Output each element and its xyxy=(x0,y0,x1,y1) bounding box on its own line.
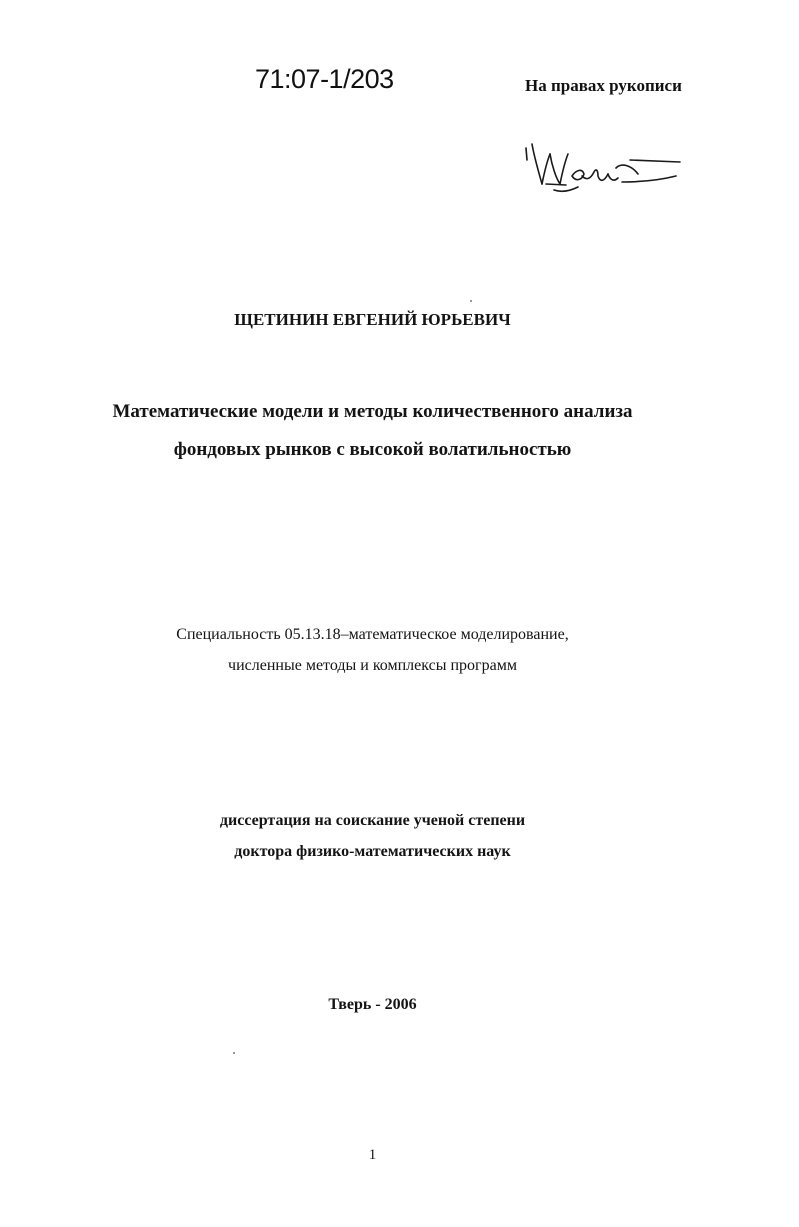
rights-note: На правах рукописи xyxy=(525,76,682,95)
dissertation-title-line-1: Математические модели и методы количественного анализа xyxy=(112,401,633,422)
scan-speck xyxy=(470,300,472,302)
specialty-line-1: Специальность 05.13.18–математическое моделирование, xyxy=(176,626,569,643)
degree-line-2: доктора физико-математических наук xyxy=(234,843,511,860)
scan-speck xyxy=(233,1052,235,1054)
specialty-line-2: численные методы и комплексы программ xyxy=(228,657,517,674)
city-year: Тверь - 2006 xyxy=(328,996,417,1013)
catalog-code: 71:07-1/203 xyxy=(255,64,394,94)
author-name: ЩЕТИНИН ЕВГЕНИЙ ЮРЬЕВИЧ xyxy=(234,310,511,329)
degree-line-1: диссертация на соискание ученой степени xyxy=(219,812,526,829)
dissertation-title-line-2: фондовых рынков с высокой волатильностью xyxy=(173,439,572,460)
page-number: 1 xyxy=(368,1147,377,1163)
handwritten-signature xyxy=(520,140,685,200)
